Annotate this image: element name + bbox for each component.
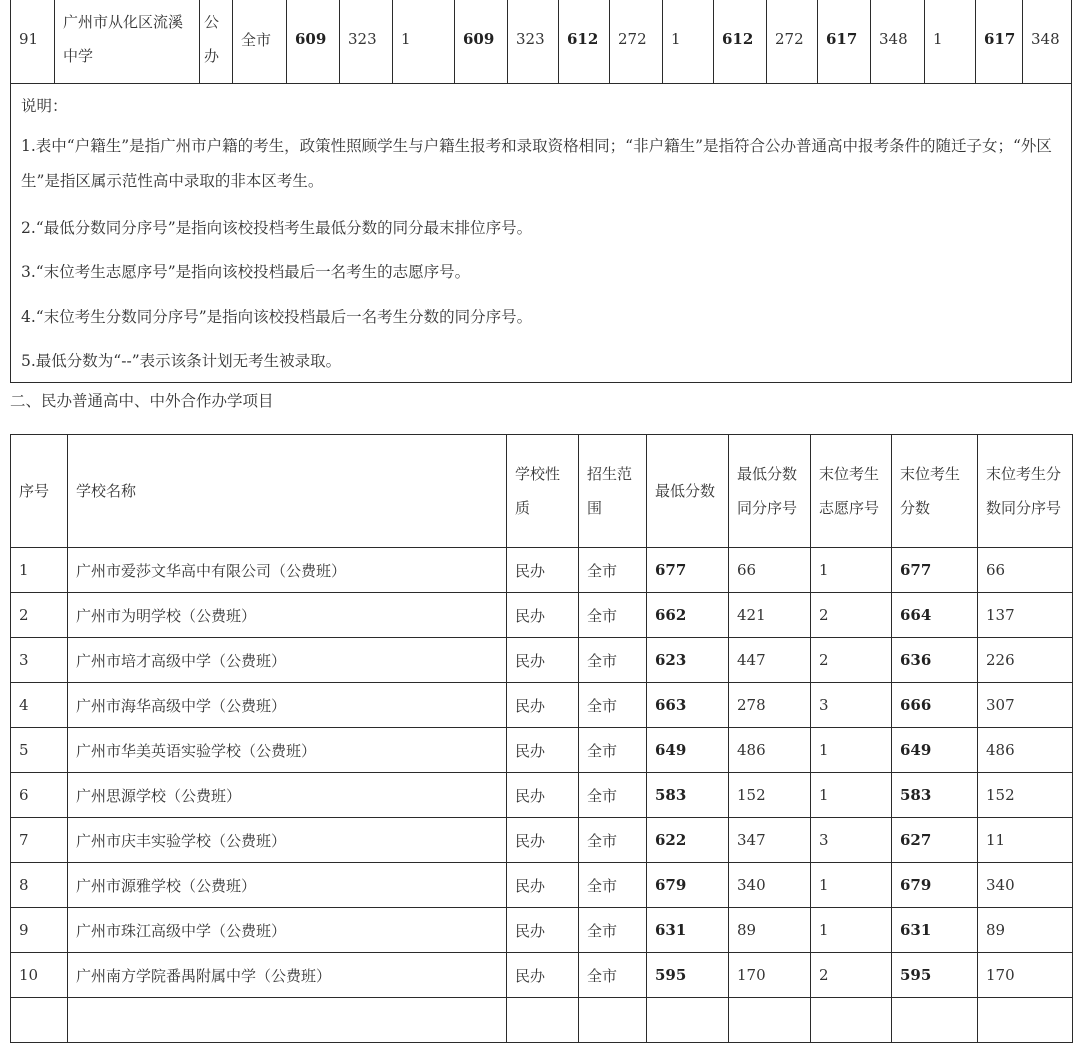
- table-row: [11, 818, 1073, 863]
- last-score: 583: [892, 773, 978, 818]
- note-3: 3.“末位考生志愿序号”是指向该校投档最后一名考生的志愿序号。: [21, 263, 471, 281]
- enrollment-scope: 全市: [579, 683, 647, 728]
- last-score-tie: 11: [978, 818, 1073, 863]
- score-cell: 609: [287, 0, 340, 84]
- note-4: 4.“末位考生分数同分序号”是指向该校投档最后一名考生分数的同分序号。: [21, 308, 533, 326]
- row-index: 4: [11, 683, 68, 728]
- table-row: [11, 773, 1073, 818]
- last-choice: 2: [811, 953, 892, 998]
- header-index: 序号: [11, 435, 68, 548]
- row-index: 5: [11, 728, 68, 773]
- table-row: [11, 593, 1073, 638]
- last-choice: 3: [811, 818, 892, 863]
- enrollment-scope: 全市: [579, 953, 647, 998]
- score-cell: 272: [767, 0, 818, 84]
- last-choice: 1: [811, 728, 892, 773]
- row-index: 10: [11, 953, 68, 998]
- header-last-choice: 末位考生志愿序号: [811, 435, 892, 548]
- school-nature: 民办: [507, 773, 579, 818]
- header-min-score: 最低分数: [647, 435, 729, 548]
- school-nature: 民办: [507, 818, 579, 863]
- last-score: 664: [892, 593, 978, 638]
- school-name: 广州市华美英语实验学校（公费班）: [68, 728, 507, 773]
- last-choice: 1: [811, 773, 892, 818]
- school-name: 广州市培才高级中学（公费班）: [68, 638, 507, 683]
- enrollment-scope: 全市: [579, 638, 647, 683]
- last-score: 679: [892, 863, 978, 908]
- school-nature: 民办: [507, 593, 579, 638]
- header-school-nature: 学校性质: [507, 435, 579, 548]
- enrollment-scope: 全市: [579, 728, 647, 773]
- enrollment-scope: 全市: [233, 0, 287, 84]
- last-score-tie: 307: [978, 683, 1073, 728]
- min-score: [647, 998, 729, 1043]
- table-row: [11, 638, 1073, 683]
- min-score: 662: [647, 593, 729, 638]
- row-index: [11, 998, 68, 1043]
- note-1: 1.表中“户籍生”是指广州市户籍的考生，政策性照顾学生与户籍生报考和录取资格相同；“非户籍生”是指符合公办普通高中报考条件的随迁子女；“外区生”是指区属示范性高中录取的非本区考生。: [21, 137, 1052, 190]
- school-nature: 民办: [507, 548, 579, 593]
- school-nature: [507, 998, 579, 1043]
- last-score-tie: 66: [978, 548, 1073, 593]
- row-index: 2: [11, 593, 68, 638]
- school-name: 广州思源学校（公费班）: [68, 773, 507, 818]
- score-cell: 612: [559, 0, 610, 84]
- table-row: [11, 908, 1073, 953]
- school-name: 广州市海华高级中学（公费班）: [68, 683, 507, 728]
- last-choice: 3: [811, 683, 892, 728]
- header-scope: 招生范围: [579, 435, 647, 548]
- header-min-score-tie: 最低分数同分序号: [729, 435, 811, 548]
- row-index: 8: [11, 863, 68, 908]
- score-cell: 612: [714, 0, 767, 84]
- school-nature: 民办: [507, 953, 579, 998]
- private-schools-table: [10, 434, 1073, 1043]
- score-cell: 348: [871, 0, 925, 84]
- score-cell: 1: [393, 0, 455, 84]
- enrollment-scope: 全市: [579, 773, 647, 818]
- last-score: 649: [892, 728, 978, 773]
- school-name: 广州市珠江高级中学（公费班）: [68, 908, 507, 953]
- notes-box: [10, 83, 1072, 383]
- min-score: 663: [647, 683, 729, 728]
- last-score: 631: [892, 908, 978, 953]
- enrollment-scope: 全市: [579, 548, 647, 593]
- enrollment-scope: 全市: [579, 863, 647, 908]
- last-score-tie: 226: [978, 638, 1073, 683]
- row-index: 91: [11, 0, 55, 84]
- enrollment-scope: 全市: [579, 908, 647, 953]
- enrollment-scope: 全市: [579, 818, 647, 863]
- min-score: 631: [647, 908, 729, 953]
- last-choice: 1: [811, 548, 892, 593]
- row-index: 1: [11, 548, 68, 593]
- table-row: [11, 548, 1073, 593]
- school-nature: 公办: [200, 0, 233, 84]
- school-name: 广州市庆丰实验学校（公费班）: [68, 818, 507, 863]
- last-choice: 1: [811, 863, 892, 908]
- school-nature: 民办: [507, 908, 579, 953]
- min-score-tie: 421: [729, 593, 811, 638]
- score-cell: 617: [818, 0, 871, 84]
- school-nature: 民办: [507, 683, 579, 728]
- school-name: 广州南方学院番禺附属中学（公费班）: [68, 953, 507, 998]
- school-nature: 民办: [507, 638, 579, 683]
- school-name: 广州市爱莎文华高中有限公司（公费班）: [68, 548, 507, 593]
- min-score-tie: 278: [729, 683, 811, 728]
- section-title: 二、民办普通高中、中外合作办学项目: [10, 392, 274, 410]
- score-cell: 323: [508, 0, 559, 84]
- min-score: 622: [647, 818, 729, 863]
- school-name: 广州市从化区流溪中学: [55, 0, 200, 84]
- score-cell: 272: [610, 0, 663, 84]
- header-last-score-tie: 末位考生分数同分序号: [978, 435, 1073, 548]
- score-cell: 609: [455, 0, 508, 84]
- enrollment-scope: 全市: [579, 593, 647, 638]
- last-score-tie: 152: [978, 773, 1073, 818]
- min-score: 649: [647, 728, 729, 773]
- score-cell: 1: [925, 0, 976, 84]
- last-score-tie: 486: [978, 728, 1073, 773]
- min-score: 677: [647, 548, 729, 593]
- table-row: [11, 953, 1073, 998]
- score-cell: 348: [1023, 0, 1072, 84]
- notes-heading: 说明：: [21, 97, 68, 115]
- table-header-row: [11, 435, 1073, 548]
- table-row: [11, 0, 1072, 84]
- last-score-tie: 137: [978, 593, 1073, 638]
- score-cell: 617: [976, 0, 1023, 84]
- last-choice: 2: [811, 593, 892, 638]
- min-score-tie: 447: [729, 638, 811, 683]
- last-score: 627: [892, 818, 978, 863]
- school-name: 广州市源雅学校（公费班）: [68, 863, 507, 908]
- table-row: [11, 683, 1073, 728]
- enrollment-scope: [579, 998, 647, 1043]
- last-score: [892, 998, 978, 1043]
- table-row: [11, 863, 1073, 908]
- min-score-tie: 89: [729, 908, 811, 953]
- last-choice: 2: [811, 638, 892, 683]
- min-score-tie: 66: [729, 548, 811, 593]
- note-2: 2.“最低分数同分序号”是指向该校投档考生最低分数的同分最末排位序号。: [21, 219, 533, 237]
- row-index: 9: [11, 908, 68, 953]
- min-score: 679: [647, 863, 729, 908]
- min-score: 583: [647, 773, 729, 818]
- last-choice: [811, 998, 892, 1043]
- row-index: 3: [11, 638, 68, 683]
- min-score: 623: [647, 638, 729, 683]
- last-score-tie: [978, 998, 1073, 1043]
- last-score: 636: [892, 638, 978, 683]
- school-nature: 民办: [507, 728, 579, 773]
- last-score-tie: 340: [978, 863, 1073, 908]
- min-score-tie: 486: [729, 728, 811, 773]
- row-index: 6: [11, 773, 68, 818]
- table-row: [11, 998, 1073, 1043]
- last-choice: 1: [811, 908, 892, 953]
- last-score: 595: [892, 953, 978, 998]
- row-index: 7: [11, 818, 68, 863]
- min-score: 595: [647, 953, 729, 998]
- header-school-name: 学校名称: [68, 435, 507, 548]
- school-name: [68, 998, 507, 1043]
- last-score-tie: 89: [978, 908, 1073, 953]
- school-name: 广州市为明学校（公费班）: [68, 593, 507, 638]
- header-last-score: 末位考生分数: [892, 435, 978, 548]
- last-score-tie: 170: [978, 953, 1073, 998]
- score-cell: 1: [663, 0, 714, 84]
- min-score-tie: 152: [729, 773, 811, 818]
- school-nature: 民办: [507, 863, 579, 908]
- last-score: 666: [892, 683, 978, 728]
- min-score-tie: 340: [729, 863, 811, 908]
- score-cell: 323: [340, 0, 393, 84]
- last-score: 677: [892, 548, 978, 593]
- min-score-tie: [729, 998, 811, 1043]
- min-score-tie: 170: [729, 953, 811, 998]
- note-5: 5.最低分数为“--”表示该条计划无考生被录取。: [21, 352, 342, 370]
- min-score-tie: 347: [729, 818, 811, 863]
- table-row: [11, 728, 1073, 773]
- previous-section-table: [10, 0, 1072, 84]
